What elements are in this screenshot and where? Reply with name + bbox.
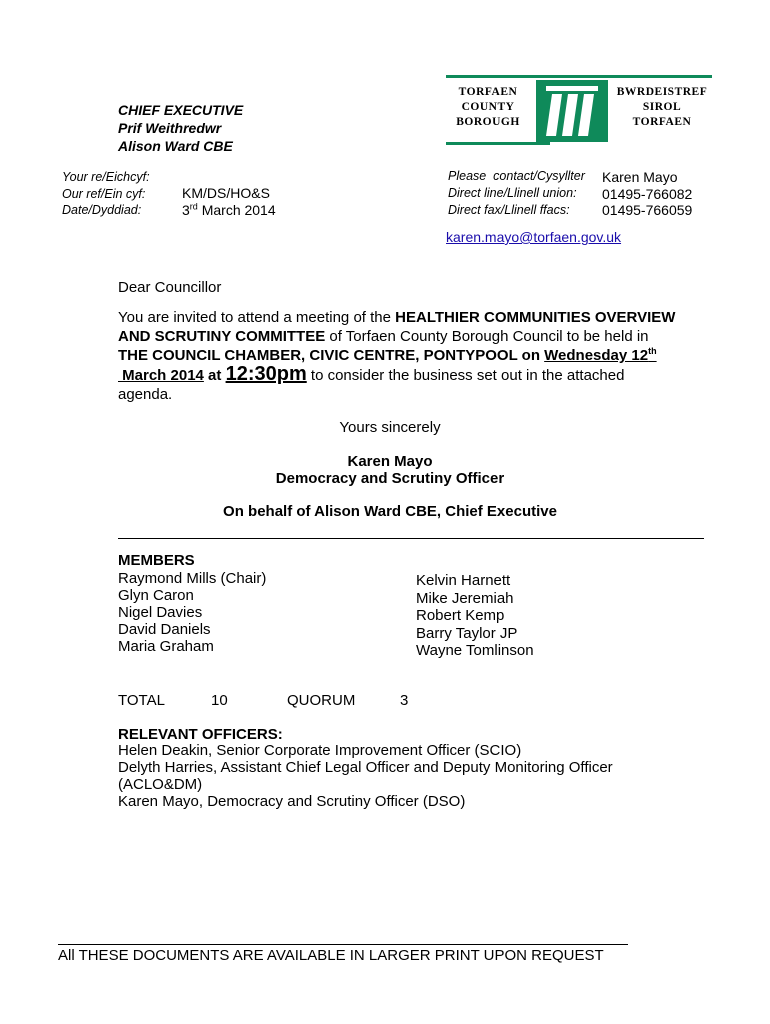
- member-item: Mike Jeremiah: [416, 589, 514, 607]
- contact-email-link[interactable]: karen.mayo@torfaen.gov.uk: [446, 229, 622, 245]
- large-print-notice: All THESE DOCUMENTS ARE AVAILABLE IN LARGER PRINT UPON REQUEST: [58, 947, 604, 964]
- footer-divider: [58, 944, 628, 945]
- signatory-title: Democracy and Scrutiny Officer: [275, 470, 505, 487]
- meeting-time: 12:30pm: [225, 363, 307, 385]
- direct-line-label: Direct line/Llinell union:: [448, 186, 577, 200]
- invite-closing: to consider the business set out in the attached agenda.: [118, 367, 625, 403]
- contact-values: [602, 169, 692, 219]
- logo-bottom-line-left: [446, 142, 550, 145]
- member-item: Robert Kemp: [416, 607, 505, 624]
- executive-block: [118, 101, 243, 155]
- invite-on: on: [517, 347, 545, 364]
- date-day: 3: [182, 201, 190, 218]
- logo-top-line: [446, 75, 712, 78]
- reference-values: [182, 185, 276, 218]
- officers-heading: RELEVANT OFFICERS:: [118, 726, 283, 743]
- on-behalf-line: On behalf of Alison Ward CBE, Chief Executive: [223, 503, 557, 520]
- contact-label: Please contact/Cysyllter: [448, 169, 585, 183]
- meeting-date-day: Wednesday 12: [544, 347, 649, 364]
- officer-item: (ACLO&DM): [118, 776, 203, 793]
- logo-left-line-1: TORFAEN: [458, 86, 518, 98]
- officer-item: Karen Mayo, Democracy and Scrutiny Officer (DSO): [118, 793, 466, 810]
- direct-fax-label: Direct fax/Llinell ffacs:: [448, 203, 570, 217]
- invitation-paragraph: [118, 308, 678, 404]
- logo-right-line-1: BWRDEISTREF: [616, 86, 708, 98]
- date-label: Date/Dyddiad:: [62, 203, 142, 217]
- members-list-left: [118, 570, 266, 655]
- logo-left-text: [448, 85, 528, 130]
- logo-right-line-3: TORFAEN: [632, 116, 692, 128]
- member-item: Maria Graham: [118, 638, 214, 655]
- direct-line-value: 01495-766082: [602, 185, 693, 202]
- member-item: Barry Taylor JP: [416, 624, 518, 642]
- meeting-date-month: March 2014: [118, 367, 204, 384]
- total-label: TOTAL: [118, 692, 165, 709]
- your-ref-label: Your re/Eichcyf:: [62, 170, 150, 184]
- member-item: Glyn Caron: [118, 587, 194, 604]
- date-rest: March 2014: [201, 201, 276, 218]
- member-item: Wayne Tomlinson: [416, 642, 534, 659]
- committee-name: HEALTHIER COMMUNITIES OVERVIEW AND SCRUTINY COMMITTEE: [118, 309, 676, 345]
- executive-welsh-title: Prif Weithredwr: [118, 120, 222, 136]
- our-ref-label: Our ref/Ein cyf:: [62, 186, 146, 201]
- signatory-name: Karen Mayo: [347, 453, 433, 470]
- invite-at: at: [203, 367, 226, 384]
- invite-council: of Torfaen County Borough Council to be held in: [325, 328, 649, 345]
- our-ref-value: KM/DS/HO&S: [182, 185, 270, 201]
- date-suffix: rd: [189, 200, 198, 211]
- member-item: Raymond Mills (Chair): [118, 570, 267, 587]
- executive-name: Alison Ward CBE: [118, 138, 233, 154]
- quorum-value: 3: [400, 692, 409, 709]
- officers-list: [118, 742, 678, 810]
- meeting-venue: THE COUNCIL CHAMBER, CIVIC CENTRE, PONTYPOOL: [118, 347, 518, 364]
- torfaen-logo-mark-icon: [536, 80, 608, 142]
- council-logo: [446, 75, 712, 145]
- logo-left-line-3: BOROUGH: [456, 116, 520, 128]
- direct-fax-value: 01495-766059: [602, 202, 693, 218]
- executive-title: CHIEF EXECUTIVE: [118, 102, 244, 118]
- reference-labels: [62, 169, 150, 219]
- sign-off: Yours sincerely: [339, 419, 441, 436]
- members-list-right: [416, 572, 534, 660]
- logo-right-line-2: SIROL: [642, 101, 682, 113]
- member-item: Kelvin Harnett: [416, 572, 511, 589]
- contact-name: Karen Mayo: [602, 169, 678, 185]
- members-heading: MEMBERS: [118, 552, 195, 569]
- member-item: Nigel Davies: [118, 604, 203, 621]
- quorum-label: QUORUM: [287, 692, 356, 709]
- divider: [118, 538, 704, 539]
- invite-intro: You are invited to attend a meeting of the: [118, 309, 396, 326]
- logo-right-text: [614, 85, 710, 130]
- officer-item: Delyth Harries, Assistant Chief Legal Officer and Deputy Monitoring Officer: [118, 759, 613, 776]
- salutation: Dear Councillor: [118, 279, 222, 296]
- officer-item: Helen Deakin, Senior Corporate Improvement Officer (SCIO): [118, 742, 522, 759]
- member-item: David Daniels: [118, 621, 211, 638]
- logo-left-line-2: COUNTY: [461, 101, 515, 113]
- contact-labels: [448, 168, 585, 219]
- total-value: 10: [211, 692, 228, 709]
- meeting-date-suffix: th: [648, 346, 657, 356]
- date-value: [182, 202, 276, 219]
